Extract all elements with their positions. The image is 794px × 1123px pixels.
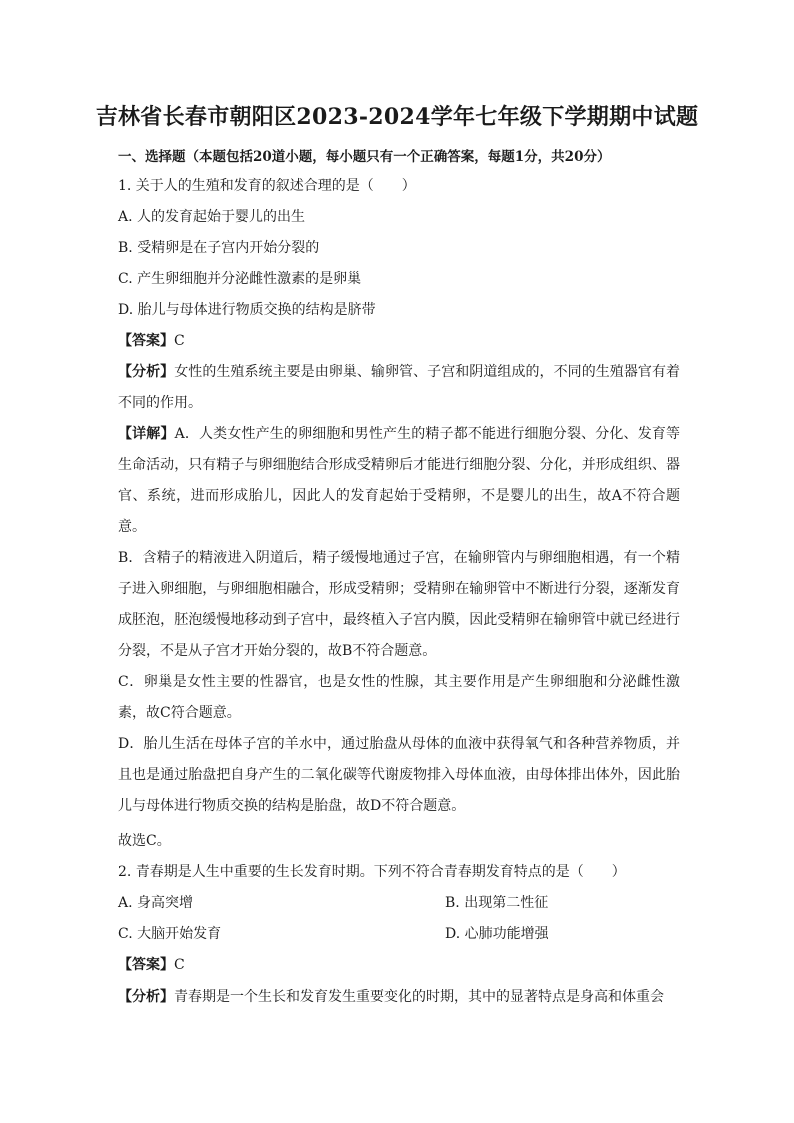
question-2-option-b: B. 出现第二性征	[445, 895, 549, 911]
answer-tag: 【答案】	[118, 333, 174, 349]
question-1-detail-b: B．含精子的精液进入阴道后，精子缓慢地通过子宫，在输卵管内与卵细胞相遇，有一个精子进入卵细胞，与卵细胞相融合，形成受精卵；受精卵在输卵管中不断进行分裂，逐渐发育成胚泡，胚泡缓慢地移动到子宫中，最终植入子宫内膜，因此受精卵在输卵管中就已经进行分裂，不是从子宫才开始分裂的，故B不符合题意。	[118, 550, 680, 659]
analysis-tag: 【分析】	[118, 989, 174, 1005]
question-1-detail-d: D．胎儿生活在母体子宫的羊水中，通过胎盘从母体的血液中获得氧气和各种营养物质，并且也是通过胎盘把自身产生的二氧化碳等代谢废物排入母体血液，由母体排出体外，因此胎儿与母体进行物质交换的结构是胎盘，故D不符合题意。	[118, 736, 680, 814]
question-1-answer	[118, 331, 185, 351]
question-2-option-c: C. 大脑开始发育	[118, 926, 222, 942]
detail-tag: 【详解】	[118, 426, 175, 442]
analysis-tag: 【分析】	[118, 364, 175, 380]
document-title: 吉林省长春市朝阳区2023-2024学年七年级下学期期中试题	[95, 104, 699, 130]
question-1-option-c: C. 产生卵细胞并分泌雌性激素的是卵巢	[118, 271, 362, 287]
question-2-option-a: A. 身高突增	[118, 895, 194, 911]
question-2-stem: 2. 青春期是人生中重要的生长发育时期。下列不符合青春期发育特点的是（ ）	[118, 864, 626, 880]
question-1-detail-c: C．卵巢是女性主要的性器官，也是女性的性腺，其主要作用是产生卵细胞和分泌雌性激素，故C符合题意。	[118, 674, 680, 721]
answer-tag: 【答案】	[118, 957, 174, 973]
question-1-detail-a	[118, 419, 680, 543]
analysis-text: 女性的生殖系统主要是由卵巢、输卵管、子宫和阴道组成的，不同的生殖器官有着不同的作用。	[118, 364, 681, 411]
answer-value: C	[174, 957, 185, 973]
question-2-option-d: D. 心肺功能增强	[445, 926, 549, 942]
question-1-analysis	[118, 357, 680, 419]
question-1-conclusion: 故选C。	[118, 833, 171, 849]
analysis-text: 青春期是一个生长和发育发生重要变化的时期，其中的显著特点是身高和体重会	[174, 989, 664, 1005]
detail-a-text: A．人类女性产生的卵细胞和男性产生的精子都不能进行细胞分裂、分化、发育等生命活动，只有精子与卵细胞结合形成受精卵后才能进行细胞分裂、分化，并形成组织、器官、系统，进而形成胎儿，因此人的发育起始于受精卵，不是婴儿的出生，故A不符合题意。	[118, 426, 681, 535]
question-1-option-a: A. 人的发育起始于婴儿的出生	[118, 209, 306, 225]
answer-value: C	[174, 333, 185, 349]
question-1-option-d: D. 胎儿与母体进行物质交换的结构是脐带	[118, 302, 376, 318]
question-2-answer	[118, 955, 185, 975]
question-2-analysis	[118, 982, 680, 1013]
question-1-stem: 1. 关于人的生殖和发育的叙述合理的是（ ）	[118, 178, 416, 194]
section-heading: 一、选择题（本题包括20道小题，每小题只有一个正确答案，每题1分，共20分）	[118, 149, 611, 165]
question-1-option-b: B. 受精卵是在子宫内开始分裂的	[118, 240, 320, 256]
